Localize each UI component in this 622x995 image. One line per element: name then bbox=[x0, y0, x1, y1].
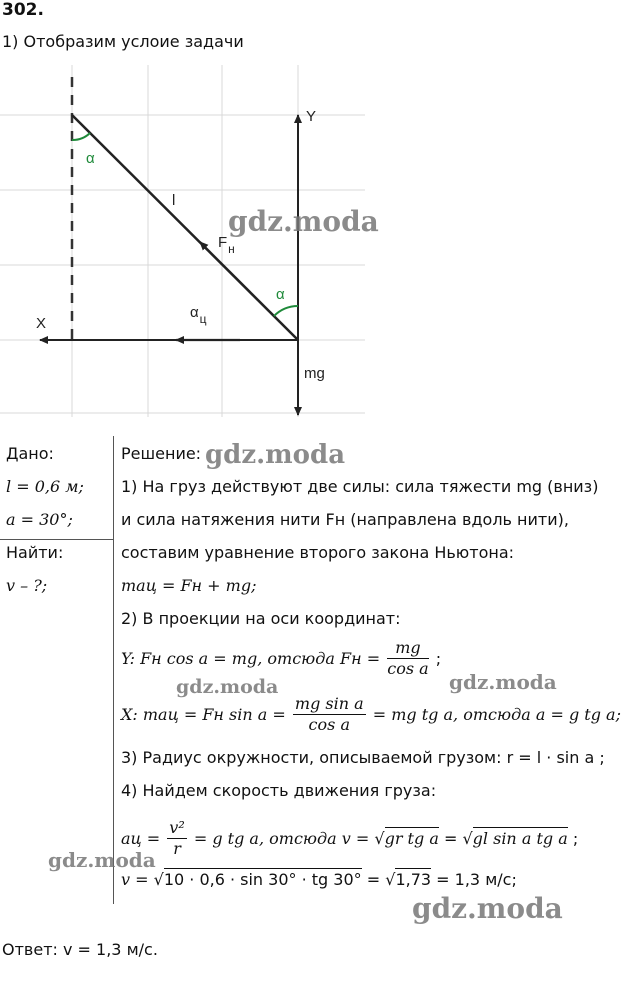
solution-line-1: 1) На груз действуют две силы: сила тяжести mg (вниз) bbox=[121, 477, 599, 496]
solution-line-5: 2) В проекции на оси координат: bbox=[121, 609, 401, 628]
step-1-text: 1) Отобразим услоие задачи bbox=[2, 32, 244, 51]
velocity-calculation: v = √10 · 0,6 · sin 30° · tg 30° = √1,73 = 1,3 м/с; bbox=[121, 870, 517, 889]
table-divider-horizontal bbox=[0, 539, 113, 540]
find-header: Найти: bbox=[6, 543, 64, 562]
problem-number: 302. bbox=[2, 0, 44, 20]
watermark: gdz.moda bbox=[228, 205, 379, 238]
answer-line: Ответ: v = 1,3 м/с. bbox=[2, 940, 158, 959]
solution-line-8: 3) Радиус окружности, описываемой грузом: r = l · sin a ; bbox=[121, 748, 605, 767]
newton-equation: maц = Fн + mg; bbox=[121, 576, 257, 595]
alpha-label-bottom: α bbox=[276, 286, 285, 303]
y-axis-label: Y bbox=[306, 108, 317, 125]
watermark: gdz.moda bbox=[412, 892, 563, 925]
solution-line-3: составим уравнение второго закона Ньютона: bbox=[121, 543, 515, 562]
gravity-label: mg bbox=[304, 365, 325, 382]
solution-line-2: и сила натяжения нити Fн (направлена вдоль нити), bbox=[121, 510, 569, 529]
table-divider-vertical bbox=[113, 436, 114, 904]
given-header: Дано: bbox=[6, 444, 54, 463]
watermark: gdz.moda bbox=[48, 848, 156, 872]
y-projection: Y: Fн cos a = mg, отсюда Fн = $\frac{mg}{\text{cos a}}$ ; bbox=[121, 638, 442, 678]
watermark: gdz.moda bbox=[176, 676, 279, 698]
velocity-formula: aц = $\frac{\text{v²}}{r}$ = g tg a, отсюда v = √gr tg a = √gl sin a tg a ; bbox=[121, 818, 579, 858]
length-label: l bbox=[172, 192, 176, 209]
find-value: v – ?; bbox=[6, 576, 48, 595]
watermark: gdz.moda bbox=[205, 440, 346, 470]
given-angle: a = 30°; bbox=[6, 510, 73, 529]
accel-label: $\alpha_ц$ bbox=[190, 304, 207, 326]
force-diagram bbox=[0, 55, 622, 425]
given-length: l = 0,6 м; bbox=[6, 477, 84, 496]
angle-arc-top bbox=[72, 133, 90, 140]
alpha-label-top: α bbox=[86, 150, 95, 167]
solution-line-9: 4) Найдем скорость движения груза: bbox=[121, 781, 437, 800]
solution-header: Решение: bbox=[121, 444, 202, 463]
watermark: gdz.moda bbox=[449, 670, 557, 694]
angle-arc-bottom bbox=[274, 306, 298, 316]
x-projection: X: maц = Fн sin a = $\frac{\text{mg sin a}}{\text{cos a}}$ = mg tg a, отсюда a = g tg a; bbox=[121, 694, 621, 734]
tension-label: $F_н$ bbox=[218, 234, 235, 256]
x-axis-label: X bbox=[36, 315, 47, 332]
